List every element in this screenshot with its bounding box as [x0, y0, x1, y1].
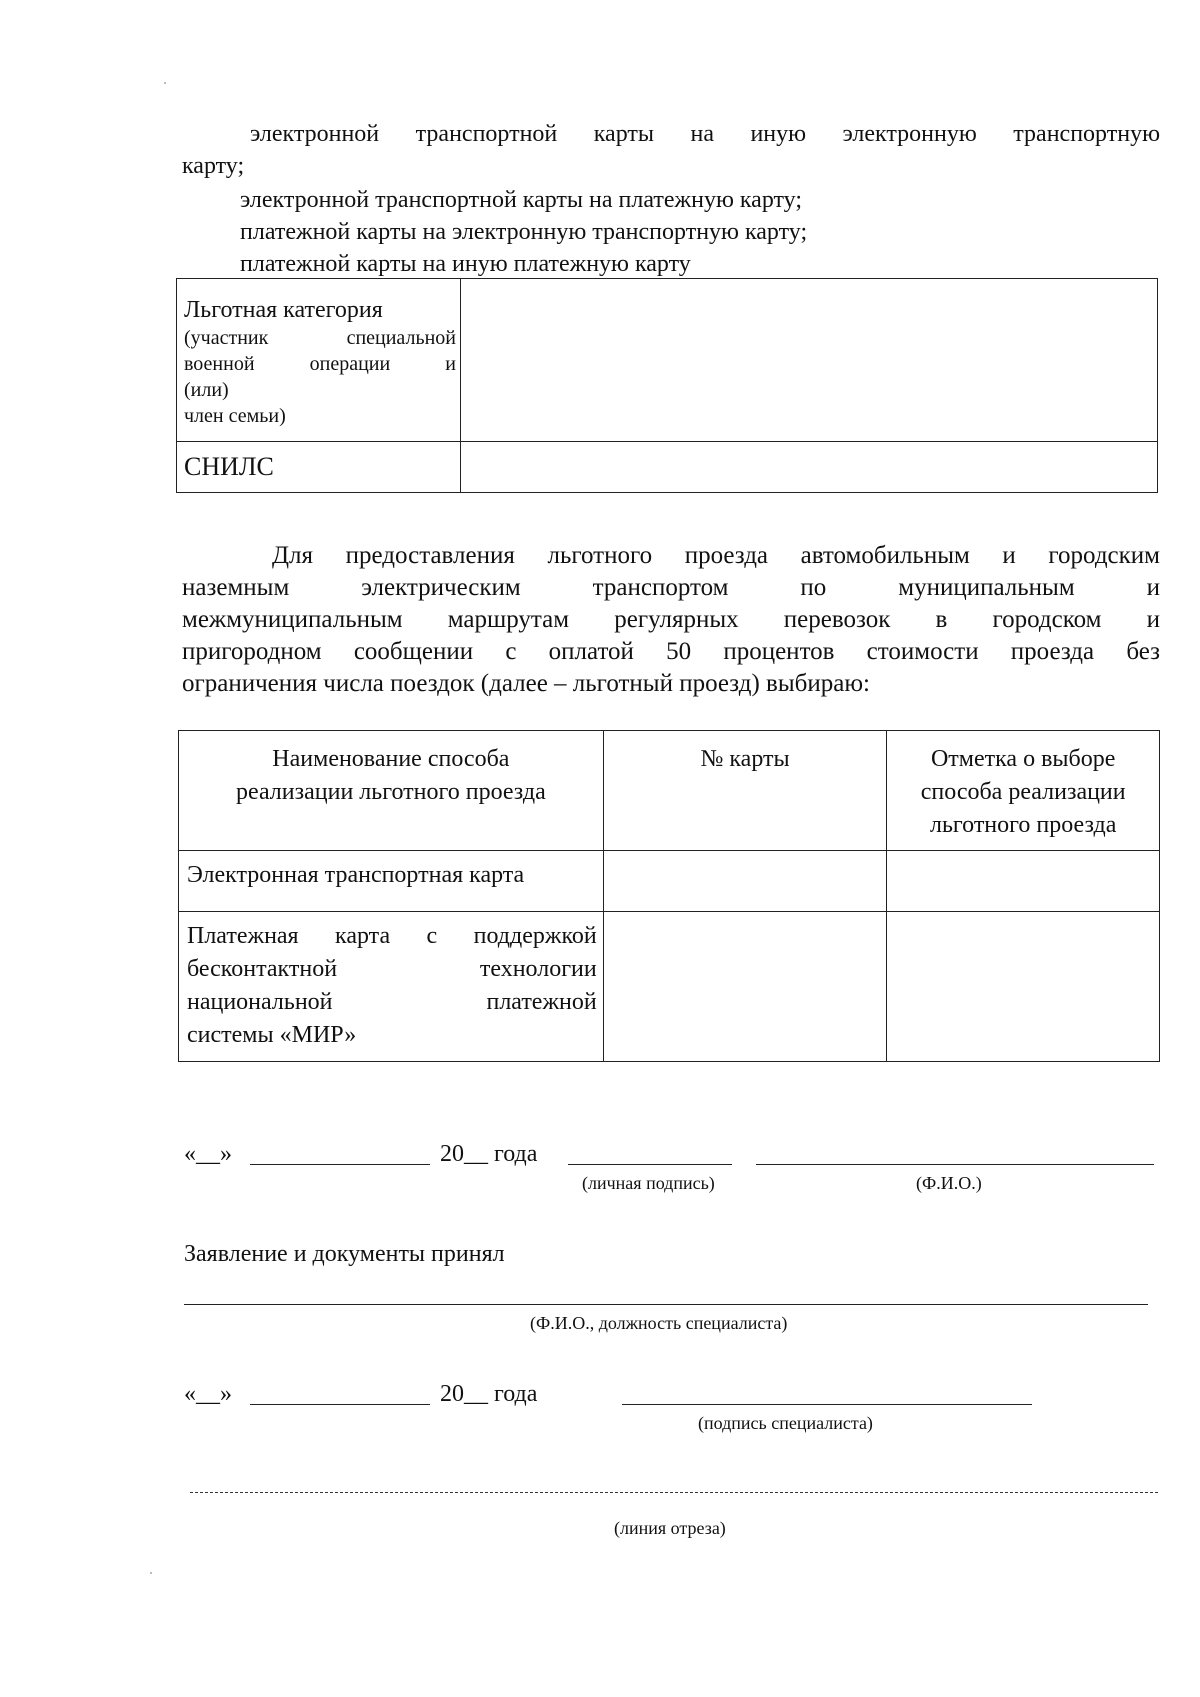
- row-payment-line-4: системы «МИР»: [187, 1022, 357, 1048]
- header-method-name-line-2: реализации льготного проезда: [236, 779, 546, 805]
- specialist-fio-line[interactable]: [184, 1304, 1148, 1305]
- header-choice-mark-line-3: льготного проезда: [929, 812, 1117, 838]
- header-choice-mark: [887, 731, 1160, 851]
- header-method-name: [179, 731, 604, 851]
- category-sub-line-3: (или): [184, 379, 229, 401]
- header-card-number-label: № карты: [700, 746, 790, 772]
- intro-line-2: карту;: [182, 153, 245, 179]
- header-method-name-line-1: Наименование способа: [272, 746, 510, 772]
- scan-mark: [164, 82, 166, 84]
- fio-caption: (Ф.И.О.): [916, 1173, 982, 1193]
- travel-method-table: [178, 730, 1160, 1062]
- intro-line-4: платежной карты на электронную транспортную карту;: [240, 219, 808, 245]
- row-payment-line-3: национальной платежной: [187, 989, 597, 1015]
- header-choice-mark-line-2: способа реализации: [920, 779, 1126, 805]
- category-sub-line-1: (участник специальной: [184, 327, 456, 349]
- row-payment-card-number-cell[interactable]: [603, 912, 887, 1062]
- row-payment-line-2: бесконтактной технологии: [187, 956, 597, 982]
- row-etk-name: [179, 851, 604, 912]
- cut-line-caption: (линия отреза): [614, 1518, 726, 1538]
- date-month-line-1[interactable]: [250, 1164, 430, 1165]
- intro-line-1: электронной транспортной карты на иную электронную транспортную: [250, 121, 1160, 147]
- header-card-number: [603, 731, 887, 851]
- cut-line: [190, 1492, 1158, 1493]
- paragraph-line-4: пригородном сообщении с оплатой 50 процентов стоимости проезда без: [182, 638, 1160, 665]
- row-etk-card-number-cell[interactable]: [603, 851, 887, 912]
- paragraph-line-5: ограничения числа поездок (далее – льготный проезд) выбираю:: [182, 670, 870, 697]
- row-etk-choice-cell[interactable]: [887, 851, 1160, 912]
- intro-line-3: электронной транспортной карты на платежную карту;: [240, 187, 803, 213]
- header-choice-mark-line-1: Отметка о выборе: [930, 746, 1116, 772]
- category-value-cell[interactable]: [461, 279, 1158, 442]
- paragraph-line-2: наземным электрическим транспортом по муниципальным и: [182, 574, 1160, 601]
- specialist-caption: (Ф.И.О., должность специалиста): [530, 1313, 788, 1333]
- category-label-cell: [177, 279, 461, 442]
- fio-line[interactable]: [756, 1164, 1154, 1165]
- date-day-1: «__»: [184, 1141, 232, 1167]
- row-payment-choice-cell[interactable]: [887, 912, 1160, 1062]
- row-etk-label: Электронная транспортная карта: [187, 862, 525, 888]
- snils-label-cell: [177, 442, 461, 493]
- date-year-2: 20__ года: [440, 1381, 538, 1407]
- date-year-1: 20__ года: [440, 1141, 538, 1167]
- paragraph-line-3: межмуниципальным маршрутам регулярных перевозок в городском и: [182, 606, 1160, 633]
- row-payment-name: [179, 912, 604, 1062]
- paragraph-line-1: Для предоставления льготного проезда автомобильным и городским: [272, 542, 1160, 569]
- date-month-line-2[interactable]: [250, 1404, 430, 1405]
- personal-signature-caption: (личная подпись): [582, 1173, 715, 1193]
- specialist-signature-line[interactable]: [622, 1404, 1032, 1405]
- date-day-2: «__»: [184, 1381, 232, 1407]
- scan-mark: [150, 1572, 152, 1574]
- benefit-category-table: [176, 278, 1158, 493]
- snils-value-cell[interactable]: [461, 442, 1158, 493]
- accepted-label: Заявление и документы принял: [184, 1241, 505, 1267]
- category-sub-line-2: военной операции и: [184, 353, 456, 375]
- intro-line-5: платежной карты на иную платежную карту: [240, 251, 691, 277]
- category-sub-line-4: член семьи): [184, 405, 286, 427]
- specialist-signature-caption: (подпись специалиста): [698, 1413, 873, 1433]
- personal-signature-line[interactable]: [568, 1164, 732, 1165]
- row-payment-line-1: Платежная карта с поддержкой: [187, 923, 597, 949]
- category-title: Льготная категория: [184, 297, 383, 323]
- snils-label: СНИЛС: [184, 452, 274, 481]
